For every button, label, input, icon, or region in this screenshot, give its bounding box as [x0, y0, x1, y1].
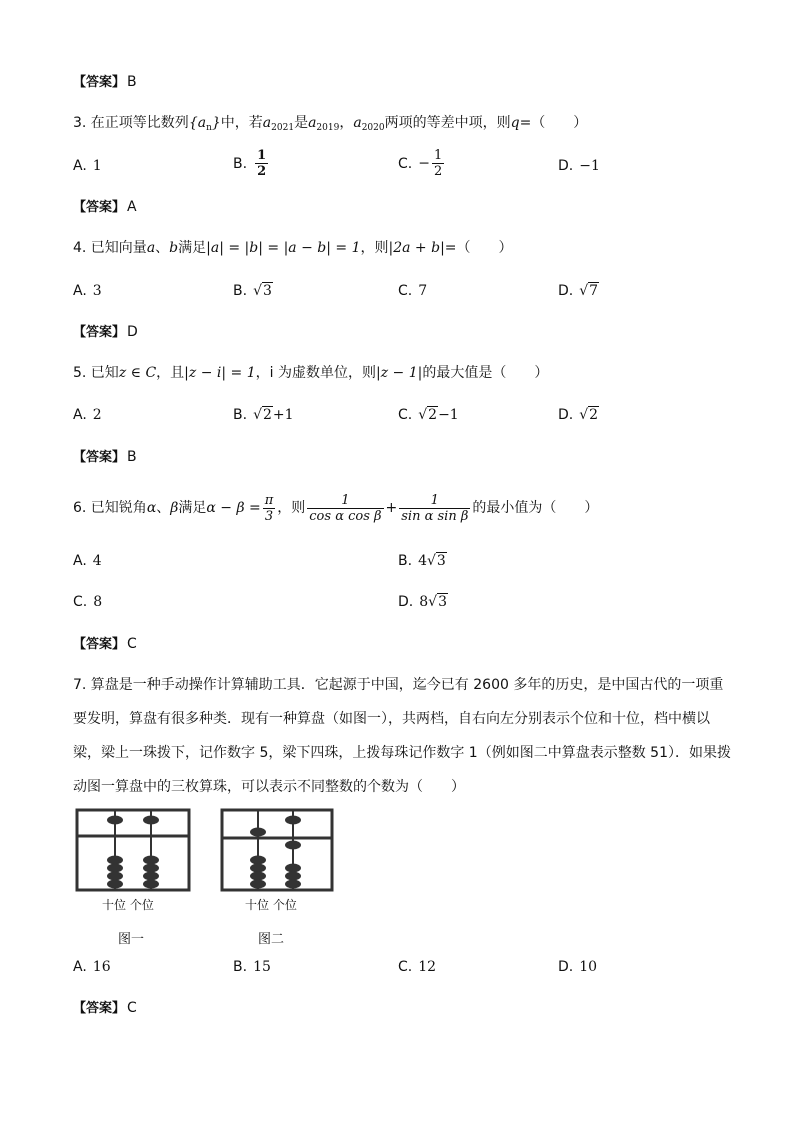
q6-pi-over-3: $\frac{\pi}{3}$: [264, 492, 274, 524]
q5-condition: |z − i| = 1: [184, 365, 256, 381]
answer-value: B: [127, 74, 137, 90]
q3-seq: $\{a_n\}$: [188, 115, 221, 133]
answer-value: C: [127, 1000, 137, 1016]
q5-text: 5. 已知: [73, 365, 119, 381]
answer-tag: 【答案】: [73, 1001, 126, 1016]
q3-option-a: A. 1: [73, 158, 102, 174]
answer-tag: 【答案】: [73, 450, 126, 465]
q4-condition: |a| = |b| = |a − b| = 1: [206, 240, 361, 256]
question-3: [73, 113, 587, 138]
q4-text: =（ ）: [444, 240, 513, 256]
q3-text: 3. 在正项等比数列: [73, 115, 189, 131]
q3-text: =（ ）: [519, 115, 588, 131]
q4-text: 4. 已知向量: [73, 240, 147, 256]
q4-expression: |2a + b|: [388, 240, 445, 256]
q5-text: 的最大值是（ ）: [422, 365, 549, 381]
q5-option-c: C. √2−1: [398, 407, 459, 423]
q6-option-b: B. 4√3: [398, 553, 446, 569]
answer-tag: 【答案】: [73, 325, 126, 340]
q6-text: ，则: [277, 500, 306, 516]
q6-option-a: A. 4: [73, 553, 102, 569]
q3-option-b: B. $\frac{1}{2}$: [233, 148, 267, 179]
question-4: [73, 238, 513, 258]
question-5: [73, 363, 548, 383]
q5-expression: |z − 1|: [375, 365, 423, 381]
fig1-caption: 图一: [118, 932, 145, 947]
q4-option-b: B. √3: [233, 283, 272, 299]
fig2-caption: 图二: [258, 932, 285, 947]
q5-condition: z ∈ C: [118, 365, 157, 381]
answer-value: C: [127, 636, 137, 652]
q3-text: ，: [339, 115, 354, 131]
fig1-label: 十位 个位: [102, 898, 154, 912]
q4-option-c: C. 7: [398, 283, 428, 299]
q4-vector-a: a: [146, 240, 156, 256]
q6-text: 、: [156, 500, 171, 516]
q6-condition: α − β =: [206, 500, 261, 516]
q6-option-d: D. 8√3: [398, 594, 447, 610]
q7-option-c: C. 12: [398, 959, 437, 975]
answer-q3: [73, 197, 137, 218]
answer-tag: 【答案】: [73, 637, 126, 652]
q6-text: 的最小值为（ ）: [472, 500, 599, 516]
q4-text: ，则: [360, 240, 389, 256]
q6-beta: β: [170, 500, 179, 516]
abacus-figure-1: [75, 808, 193, 894]
q6-option-c: C. 8: [73, 594, 103, 610]
q6-alpha: α: [146, 500, 157, 516]
q6-text: 满足: [178, 500, 207, 516]
q7-option-b: B. 15: [233, 959, 271, 975]
q6-fraction-2: $\frac{1}{\text{sin α sin β}}$: [401, 492, 469, 524]
abacus-figure-2: [220, 808, 336, 894]
q5-option-d: D. √2: [558, 407, 599, 423]
fig2-label: 十位 个位: [245, 898, 297, 912]
answer-q5: [73, 447, 137, 468]
q3-var: q: [510, 115, 520, 131]
q4-text: 满足: [178, 240, 207, 256]
q5-text: ，且: [156, 365, 185, 381]
answer-q7: [73, 998, 137, 1019]
q4-vector-b: b: [169, 240, 179, 256]
q4-option-a: A. 3: [73, 283, 102, 299]
q5-option-a: A. 2: [73, 407, 102, 423]
question-7: 7. 算盘是一种手动操作计算辅助工具．它起源于中国，迄今已有 2600 多年的历史，是中国古代的一项重要发明，算盘有很多种类．现有一种算盘（如图一），共两档，自右向左分别表示个位和十位，档中横以梁，梁上一珠拨下，记作数字 5，梁下四珠，上拨每珠记作数字 1（例如图二中算盘表示整数 51）．如果拨动图一算盘中的三枚算珠，可以表示不同整数的个数为（ ）: [73, 677, 731, 795]
q3-text: 是: [294, 115, 309, 131]
answer-tag: 【答案】: [73, 200, 126, 215]
q5-option-b: B. √2+1: [233, 407, 294, 423]
q3-option-c: C. − $\frac{1}{2}$: [398, 148, 443, 179]
q3-text: 中，若: [220, 115, 263, 131]
q6-plus: +: [385, 500, 398, 516]
q3-text: 两项的等差中项，则: [384, 115, 511, 131]
q3-term: $a_{2021}$: [262, 115, 295, 133]
answer-value: A: [127, 199, 137, 215]
answer-q6: [73, 634, 137, 655]
q4-text: 、: [155, 240, 170, 256]
answer-value: D: [127, 324, 138, 340]
q6-text: 6. 已知锐角: [73, 500, 147, 516]
answer-q4: [73, 322, 138, 343]
answer-q2: [73, 72, 137, 93]
q3-option-d: D. −1: [558, 158, 600, 174]
answer-value: B: [127, 449, 137, 465]
q6-fraction-1: $\frac{1}{\text{cos α cos β}}$: [309, 492, 382, 524]
q5-text: ，i 为虚数单位，则: [255, 365, 376, 381]
q3-term: $a_{2019}$: [308, 115, 340, 133]
question-6: [73, 490, 598, 526]
q7-option-a: A. 16: [73, 959, 111, 975]
q3-term: $a_{2020}$: [353, 115, 385, 133]
q4-option-d: D. √7: [558, 283, 599, 299]
q7-option-d: D. 10: [558, 959, 598, 975]
answer-tag: 【答案】: [73, 75, 126, 90]
